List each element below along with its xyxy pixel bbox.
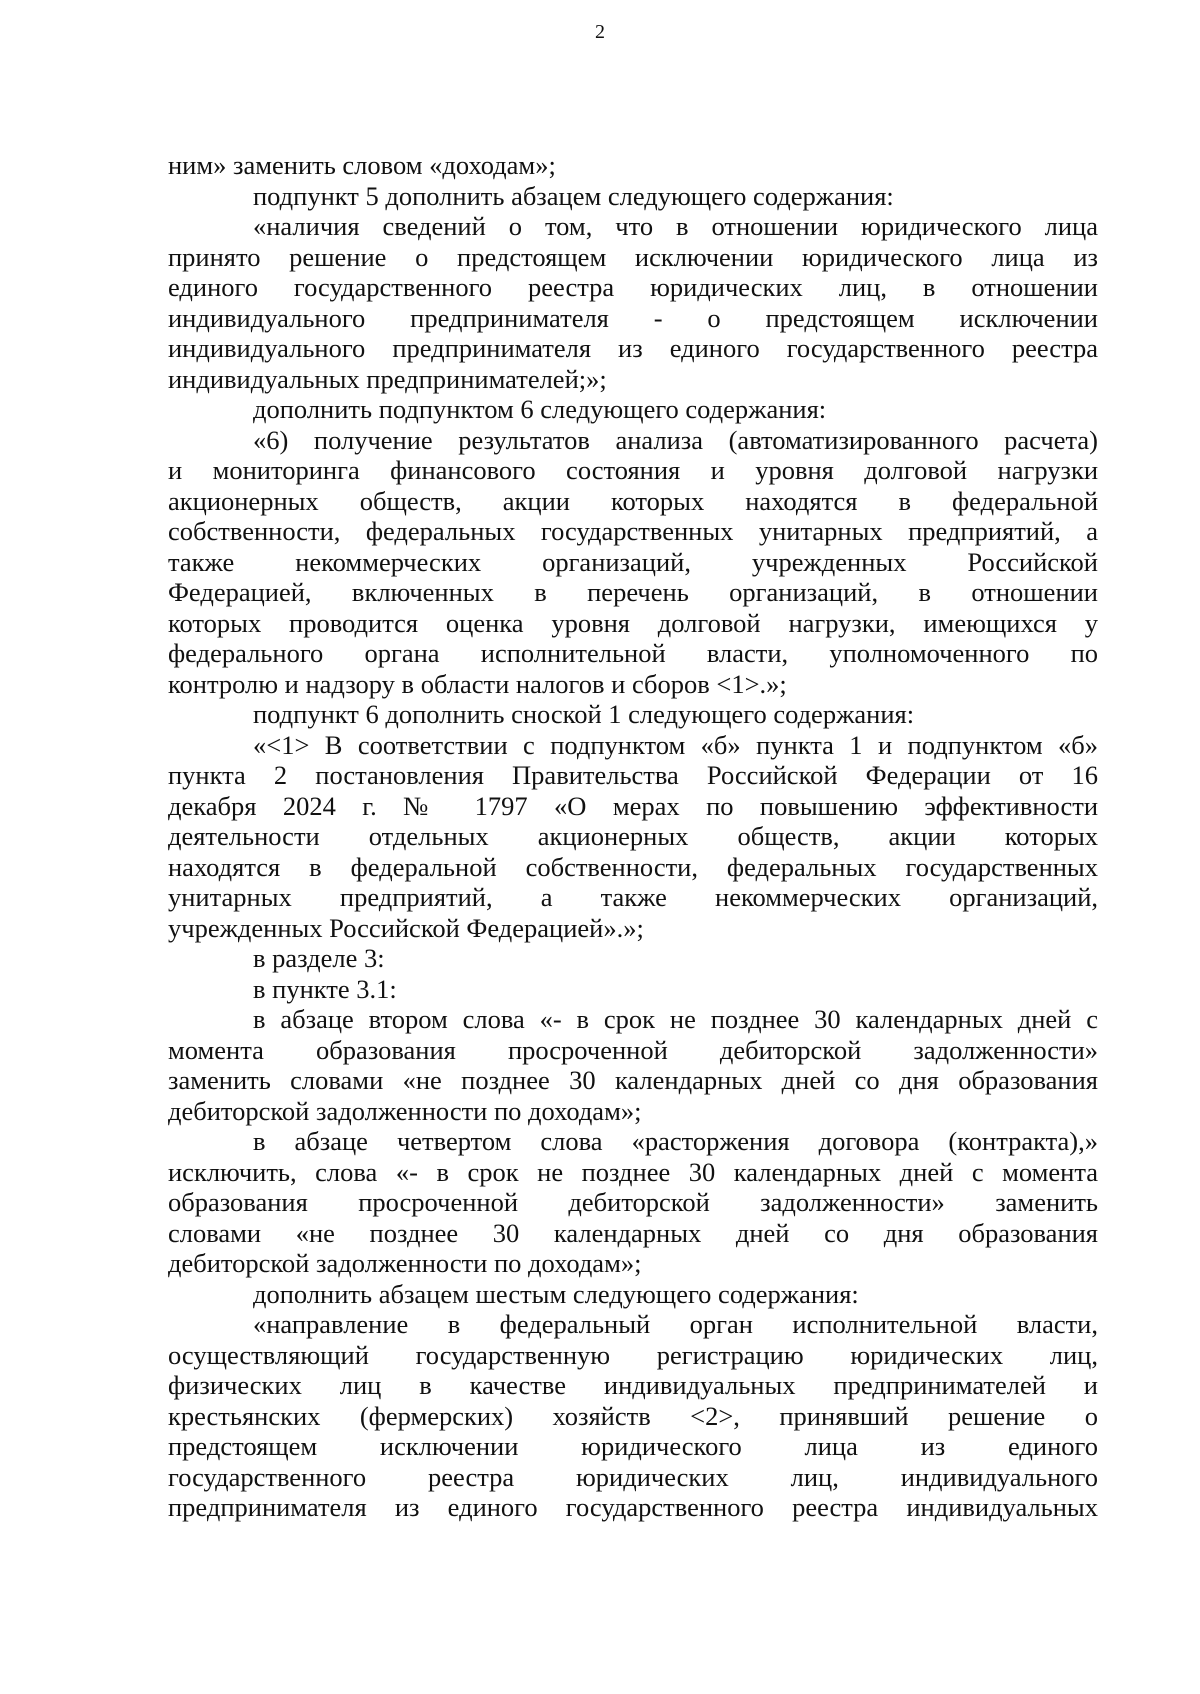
text-line: акционерных обществ, акции которых находятся в федеральной (168, 485, 1098, 516)
text-line: «наличия сведений о том, что в отношении юридического лица (253, 211, 1098, 241)
text-line: единого государственного реестра юридических лиц, в отношении (168, 272, 1098, 302)
text-line: индивидуального предпринимателя из единого государственного реестра (168, 333, 1098, 363)
text-line: федерального органа исполнительной власти, уполномоченного по (168, 638, 1098, 668)
text-line: «6) получение результатов анализа (автоматизированного расчета) (253, 424, 1098, 455)
text-line: «направление в федеральный орган исполнительной власти, (253, 1309, 1098, 1339)
text-line: индивидуальных предпринимателей;»; (168, 363, 607, 394)
text-line: государственного реестра юридических лиц, индивидуального (168, 1461, 1098, 1492)
text-line: также некоммерческих организаций, учрежденных Российской (168, 546, 1098, 577)
text-line: декабря 2024 г. № 1797 «О мерах по повышению эффективности (168, 790, 1098, 821)
text-line: осуществляющий государственную регистрацию юридических лиц, (168, 1339, 1098, 1370)
document-body (168, 150, 1098, 1523)
text-line: находятся в федеральной собственности, федеральных государственных (168, 851, 1098, 882)
text-line: словами «не позднее 30 календарных дней со дня образования (168, 1217, 1098, 1248)
text-line: дебиторской задолженности по доходам»; (168, 1248, 642, 1278)
text-line: контролю и надзору в области налогов и сборов <1>.»; (168, 668, 787, 699)
text-line: в разделе 3: (253, 943, 385, 973)
text-line: образования просроченной дебиторской задолженности» заменить (168, 1187, 1098, 1217)
text-line: унитарных предприятий, а также некоммерческих организаций, (168, 882, 1098, 912)
text-line: «<1> В соответствии с подпунктом «б» пункта 1 и подпунктом «б» (253, 729, 1098, 760)
text-line: заменить словами «не позднее 30 календарных дней со дня образования (168, 1065, 1098, 1095)
text-line: подпункт 6 дополнить сноской 1 следующего содержания: (253, 699, 915, 729)
text-line: подпункт 5 дополнить абзацем следующего содержания: (253, 180, 894, 211)
text-line: и мониторинга финансового состояния и уровня долговой нагрузки (168, 455, 1098, 485)
text-line: индивидуального предпринимателя - о предстоящем исключении (168, 302, 1098, 333)
text-line: исключить, слова «- в срок не позднее 30 календарных дней с момента (168, 1156, 1098, 1187)
text-line: в абзаце четвертом слова «расторжения договора (контракта),» (253, 1126, 1098, 1156)
text-line: учрежденных Российской Федерацией».»; (168, 912, 644, 943)
text-line: физических лиц в качестве индивидуальных предпринимателей и (168, 1370, 1098, 1400)
text-line: пункта 2 постановления Правительства Российской Федерации от 16 (168, 760, 1098, 790)
text-line: дополнить абзацем шестым следующего содержания: (253, 1278, 859, 1309)
text-line: в пункте 3.1: (253, 973, 397, 1004)
text-line: деятельности отдельных акционерных обществ, акции которых (168, 821, 1098, 851)
text-line: собственности, федеральных государственных унитарных предприятий, а (168, 516, 1098, 546)
text-line: предстоящем исключении юридического лица из единого (168, 1431, 1098, 1461)
text-line: крестьянских (фермерских) хозяйств <2>, принявший решение о (168, 1400, 1098, 1431)
text-line: предпринимателя из единого государственного реестра индивидуальных (168, 1492, 1098, 1522)
text-line: которых проводится оценка уровня долговой нагрузки, имеющихся у (168, 607, 1098, 638)
page-number: 2 (595, 21, 605, 43)
text-line: Федерацией, включенных в перечень организаций, в отношении (168, 577, 1098, 607)
text-line: принято решение о предстоящем исключении юридического лица из (168, 241, 1098, 272)
text-line: ним» заменить словом «доходам»; (168, 150, 556, 180)
text-line: дебиторской задолженности по доходам»; (168, 1095, 642, 1126)
text-line: дополнить подпунктом 6 следующего содержания: (253, 394, 827, 424)
text-line: в абзаце втором слова «- в срок не позднее 30 календарных дней с (253, 1004, 1098, 1034)
text-line: момента образования просроченной дебиторской задолженности» (168, 1034, 1098, 1065)
